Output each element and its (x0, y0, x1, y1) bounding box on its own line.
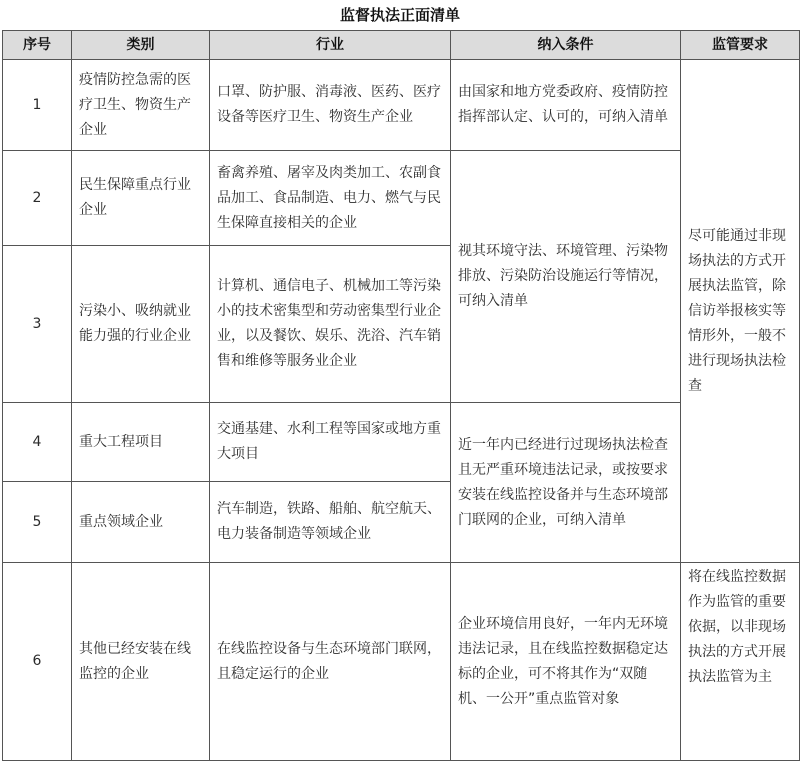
industry-cell: 交通基建、水利工程等国家或地方重大项目 (210, 403, 451, 482)
header-requirement: 监管要求 (681, 31, 800, 60)
requirement-cell-merged: 尽可能通过非现场执法的方式开展执法监管，除信访举报核实等情形外，一般不进行现场执法检查 (681, 60, 800, 563)
positive-list-table (2, 30, 800, 761)
row-number: 5 (3, 482, 72, 563)
table-header-row (3, 31, 800, 60)
row-number: 2 (3, 151, 72, 246)
header-industry: 行业 (210, 31, 451, 60)
category-cell: 重点领域企业 (72, 482, 210, 563)
table-row (3, 563, 800, 761)
industry-cell: 畜禽养殖、屠宰及肉类加工、农副食品加工、食品制造、电力、燃气与民生保障直接相关的企业 (210, 151, 451, 246)
table-row (3, 151, 800, 246)
category-cell: 重大工程项目 (72, 403, 210, 482)
table-row (3, 403, 800, 482)
condition-cell-merged: 视其环境守法、环境管理、污染物排放、污染防治设施运行等情况，可纳入清单 (451, 151, 681, 403)
category-cell: 其他已经安装在线监控的企业 (72, 563, 210, 761)
condition-cell: 由国家和地方党委政府、疫情防控指挥部认定、认可的，可纳入清单 (451, 60, 681, 151)
header-category: 类别 (72, 31, 210, 60)
row-number: 6 (3, 563, 72, 761)
table-row (3, 60, 800, 151)
industry-cell: 口罩、防护服、消毒液、医药、医疗设备等医疗卫生、物资生产企业 (210, 60, 451, 151)
category-cell: 民生保障重点行业企业 (72, 151, 210, 246)
header-no: 序号 (3, 31, 72, 60)
condition-cell-merged: 近一年内已经进行过现场执法检查且无严重环境违法记录，或按要求安装在线监控设备并与生态环境部门联网的企业，可纳入清单 (451, 403, 681, 563)
industry-cell: 计算机、通信电子、机械加工等污染小的技术密集型和劳动密集型行业企业，以及餐饮、娱乐、洗浴、汽车销售和维修等服务业企业 (210, 246, 451, 403)
header-condition: 纳入条件 (451, 31, 681, 60)
condition-cell: 企业环境信用良好，一年内无环境违法记录，且在线监控数据稳定达标的企业，可不将其作为“双随机、一公开”重点监管对象 (451, 563, 681, 761)
row-number: 4 (3, 403, 72, 482)
industry-cell: 汽车制造，铁路、船舶、航空航天、电力装备制造等领域企业 (210, 482, 451, 563)
category-cell: 污染小、吸纳就业能力强的行业企业 (72, 246, 210, 403)
page-title: 监督执法正面清单 (339, 6, 460, 24)
requirement-cell: 将在线监控数据作为监管的重要依据，以非现场执法的方式开展执法监管为主 (681, 563, 800, 761)
row-number: 1 (3, 60, 72, 151)
category-cell: 疫情防控急需的医疗卫生、物资生产企业 (72, 60, 210, 151)
industry-cell: 在线监控设备与生态环境部门联网，且稳定运行的企业 (210, 563, 451, 761)
row-number: 3 (3, 246, 72, 403)
